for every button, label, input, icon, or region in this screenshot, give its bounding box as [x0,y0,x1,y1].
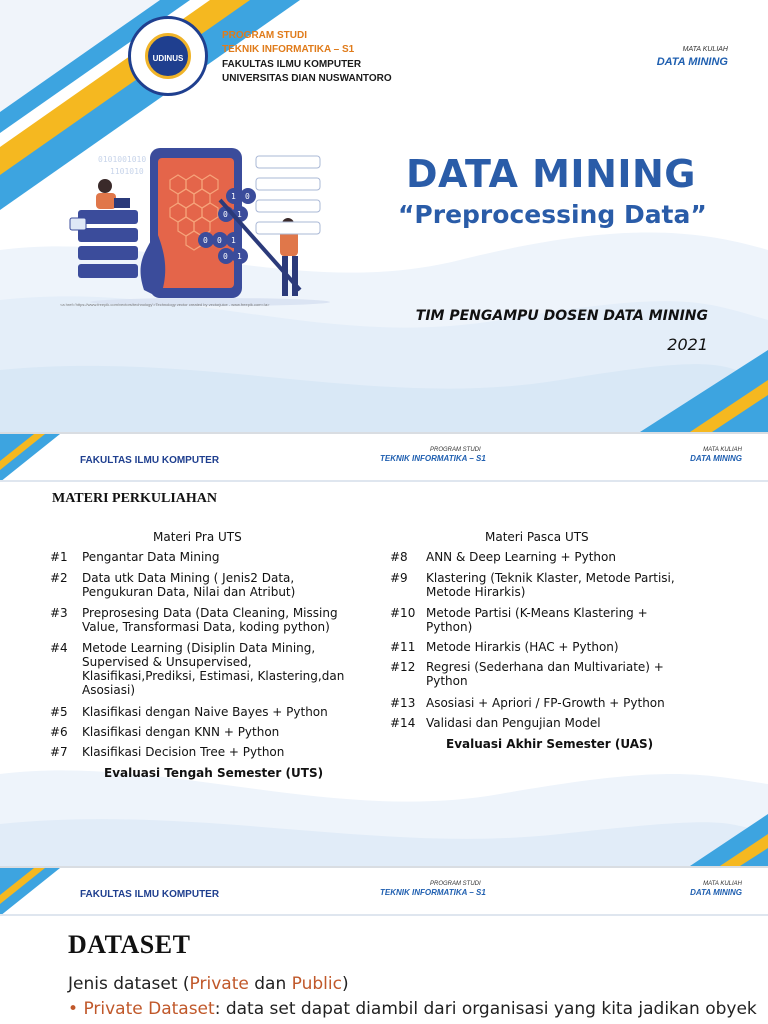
materi-number: #2 [50,571,68,585]
data-mining-illustration [60,140,360,310]
materi-text: Klasifikasi Decision Tree + Python [82,745,285,759]
materi-text: Value, Transformasi Data, koding python) [82,620,330,634]
materi-text: Regresi (Sederhana dan Multivariate) + [426,660,664,674]
image-credit: <a href='https://www.freepik.com/vectors/technology'>Technology vector created by vectorjuice - www.freepik.com</a> [60,302,270,307]
course-name: DATA MINING [656,56,728,68]
svg-text:1: 1 [237,252,242,261]
header-course-name: DATA MINING [690,454,742,463]
materi-number: #12 [390,660,416,674]
materi-item [50,725,370,739]
slide-heading: MATERI PERKULIAHAN [52,491,218,506]
materi-text: Klasifikasi,Prediksi, Estimasi, Klastering,dan [82,669,345,683]
materi-text: Asosiasi + Apriori / FP-Growth + Python [426,696,665,710]
materi-text: Supervised & Unsupervised, [82,655,252,669]
materi-text: Pengukuran Data, Nilai dan Atribut) [82,585,296,599]
dataset-slide [0,868,768,1024]
presentation-title: DATA MINING [406,152,696,196]
materi-number: #11 [390,640,416,654]
bullet-icon: • [68,999,79,1019]
header-faculty: FAKULTAS ILMU KOMPUTER [80,889,220,900]
materi-text: Pengantar Data Mining [82,550,220,564]
university-name: UNIVERSITAS DIAN NUSWANTORO [222,73,392,84]
private-label: Private [189,974,249,994]
materi-number: #7 [50,745,68,759]
private-dataset-bullet [68,999,757,1019]
materi-number: #14 [390,716,416,730]
program-name: TEKNIK INFORMATIKA – S1 [222,44,355,55]
materi-number: #9 [390,571,408,585]
logo-text: UDINUS [152,54,184,63]
header-course-label: MATA KULIAH [703,881,742,887]
private-dataset-label: Private Dataset [83,999,215,1019]
materi-item [50,606,370,634]
presentation-subtitle: “Preprocessing Data” [398,200,707,229]
materi-number: #6 [50,725,68,739]
materi-text: Asosiasi) [82,683,136,697]
materi-item [390,550,710,564]
dataset-types-post: ) [341,974,349,994]
course-label: MATA KULIAH [682,46,728,53]
dataset-types-pre: Jenis dataset ( [68,974,190,994]
header-program-label: PROGRAM STUDI [430,881,481,887]
header-course-name: DATA MINING [690,888,742,897]
team-name: TIM PENGAMPU DOSEN DATA MINING [415,308,708,324]
svg-text:1: 1 [231,192,236,201]
materi-item [50,571,370,599]
materi-item [390,606,710,634]
svg-text:0: 0 [217,236,222,245]
materi-text: Data utk Data Mining ( Jenis2 Data, [82,571,295,585]
materi-text: Metode Hirarkis (HAC + Python) [426,640,619,654]
materi-item [50,641,370,697]
svg-text:0: 0 [203,236,208,245]
materi-number: #13 [390,696,416,710]
slide-heading: DATASET [68,930,191,959]
header-program-name: TEKNIK INFORMATIKA – S1 [380,888,486,897]
materi-text: Validasi dan Pengujian Model [426,716,601,730]
header-program-name: TEKNIK INFORMATIKA – S1 [380,454,486,463]
materi-item [50,745,370,759]
materi-item [390,571,710,599]
title-slide [0,0,768,432]
header-program-label: PROGRAM STUDI [430,447,481,453]
svg-text:1101010: 1101010 [110,167,144,176]
materi-text: Metode Hirarkis) [426,585,526,599]
program-label: PROGRAM STUDI [222,30,307,41]
svg-text:1: 1 [237,210,242,219]
materi-item [390,660,710,688]
materi-number: #8 [390,550,408,564]
header-faculty: FAKULTAS ILMU KOMPUTER [80,455,220,466]
materi-item [390,716,710,730]
materi-item [50,705,370,719]
private-dataset-text: : data set dapat diambil dari organisasi yang kita jadikan obyek [214,999,757,1019]
materi-text: Python [426,674,468,688]
svg-text:0: 0 [245,192,250,201]
pre-uts-title: Materi Pra UTS [153,530,242,544]
materi-text: ANN & Deep Learning + Python [426,550,616,564]
materi-text: Preprosesing Data (Data Cleaning, Missing [82,606,338,620]
materi-text: Metode Learning (Disiplin Data Mining, [82,641,316,655]
materi-number: #10 [390,606,416,620]
public-label: Public [291,974,342,994]
svg-text:0: 0 [223,252,228,261]
materi-number: #5 [50,705,68,719]
materi-text: Klasifikasi dengan KNN + Python [82,725,280,739]
year: 2021 [667,335,708,354]
svg-text:0: 0 [223,210,228,219]
materi-item [50,550,370,564]
header-course-label: MATA KULIAH [703,447,742,453]
dataset-types [68,974,349,994]
materi-slide [0,434,768,866]
svg-text:1: 1 [231,236,236,245]
materi-text: Python) [426,620,473,634]
materi-text: Metode Partisi (K-Means Klastering + [426,606,648,620]
svg-text:0101001010: 0101001010 [98,155,147,164]
materi-text: Klasifikasi dengan Naive Bayes + Python [82,705,328,719]
university-logo [128,16,208,96]
materi-item [390,696,710,710]
materi-number: #4 [50,641,68,655]
materi-number: #3 [50,606,68,620]
materi-text: Klastering (Teknik Klaster, Metode Partisi, [426,571,675,585]
materi-number: #1 [50,550,68,564]
materi-item [390,640,710,654]
uts-label: Evaluasi Tengah Semester (UTS) [104,766,324,780]
uas-label: Evaluasi Akhir Semester (UAS) [446,737,654,751]
faculty-name: FAKULTAS ILMU KOMPUTER [222,59,362,70]
dataset-types-mid: dan [248,974,292,994]
post-uts-title: Materi Pasca UTS [485,530,589,544]
